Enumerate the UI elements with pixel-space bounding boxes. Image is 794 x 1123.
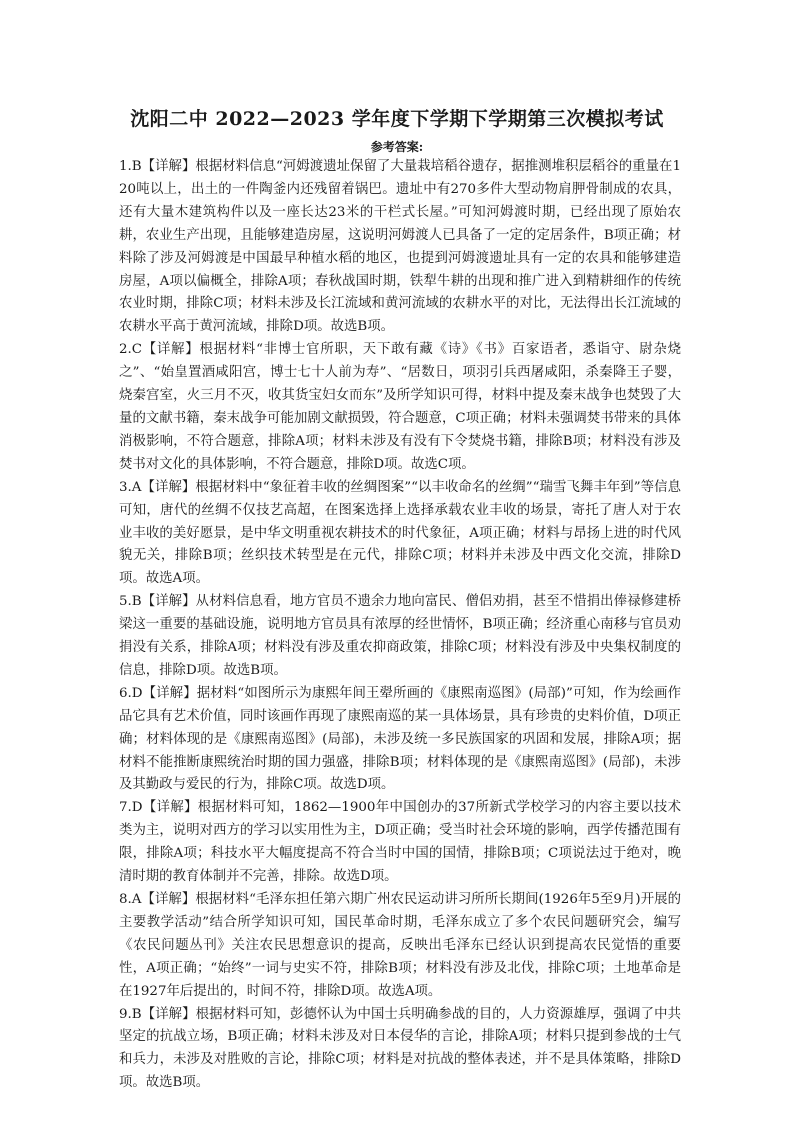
detail-tag: 【详解】 bbox=[141, 159, 196, 174]
explanation-text: 根据材料可知，1862—1900年中国创办的37所新式学校学习的内容主要以技术类为主，说明对西方的学习以实用性为主，D项正确；受当时社会环境的影响，西学传播范围有限，排除A项；科技水平大幅度提高不符合当时中国的国情，排除B项；C项说法过于绝对，晚清时期的教育体制并不完善，排除。故选D项。 bbox=[119, 800, 682, 885]
detail-tag: 【详解】 bbox=[141, 479, 196, 495]
question-number: 7. bbox=[119, 800, 132, 816]
answer-choice: B bbox=[131, 1006, 142, 1022]
answer-choice: D bbox=[131, 800, 143, 816]
answer-item bbox=[119, 156, 681, 339]
answer-choice: A bbox=[131, 479, 142, 495]
explanation-text: 根据材料信息“河姆渡遗址保留了大量栽培稻谷遗存，据推测堆积层稻谷的重量在120吨以上，出土的一件陶釜内还残留着锅巴。遗址中有270多件大型动物肩胛骨制成的农具，还有大量木建筑构件以及一座长达23米的干栏式长屋。”可知河姆渡时期，已经出现了原始农耕，农业生产出现，且能够建造房屋，这说明河姆渡人已具备了一定的定居条件，B项正确；材料除了涉及河姆渡是中国最早种植水稻的地区，也提到河姆渡遗址具有一定的农具和能够建造房屋，A项以偏概全，排除A项；春秋战国时期，铁犁牛耕的出现和推广进入到精耕细作的传统农业时期，排除C项；材料未涉及长江流域和黄河流域的农耕水平的对比，无法得出长江流域的农耕水平高于黄河流域，排除D项。故选B项。 bbox=[119, 159, 681, 335]
answer-choice: C bbox=[131, 342, 143, 358]
question-number: 2. bbox=[119, 342, 132, 358]
question-number: 6. bbox=[119, 685, 132, 701]
question-number: 5. bbox=[119, 594, 132, 610]
detail-tag: 【详解】 bbox=[141, 1006, 196, 1022]
detail-tag: 【详解】 bbox=[141, 594, 196, 610]
explanation-text: 根据材料“毛泽东担任第六期广州农民运动讲习所所长期间(1926年5至9月)开展的主要教学活动”结合所学知识可知，国民革命时期，毛泽东成立了多个农民问题研究会，编写《农民问题丛刊》关注农民思想意识的提高，反映出毛泽东已经认识到提高农民觉悟的重要性，A项正确；“始终”一词与史实不符，排除B项；材料没有涉及北伐，排除C项；土地革命是在1927年后提出的，时间不符，排除D项。故选A项。 bbox=[119, 892, 681, 999]
answer-choice: B bbox=[131, 594, 142, 610]
question-number: 8. bbox=[119, 892, 132, 907]
explanation-text: 根据材料中“象征着丰收的丝绸图案”“以丰收命名的丝绸”“瑞雪飞舞丰年到”等信息可知，唐代的丝绸不仅技艺高超，在图案选择上选择承载农业丰收的场景，寄托了唐人对于农业丰收的美好愿景，是中华文明重视农耕技术的时代象征，A项正确；材料与昂扬上进的时代风貌无关，排除B项；丝织技术转型是在元代，排除C项；材料并未涉及中西文化交流，排除D项。故选A项。 bbox=[119, 479, 682, 587]
question-number: 1. bbox=[119, 159, 132, 174]
question-number: 3. bbox=[119, 479, 132, 495]
answer-choice: B bbox=[131, 159, 142, 174]
answer-item bbox=[119, 339, 681, 476]
answer-item bbox=[119, 683, 681, 798]
detail-tag: 【详解】 bbox=[142, 685, 197, 701]
answer-item bbox=[119, 889, 681, 1004]
answer-item bbox=[119, 797, 681, 889]
explanation-text: 根据材料“非博士官所职，天下敢有藏《诗》《书》百家语者，悉诣守、尉杂烧之”、“始皇置酒咸阳宫，博士七十人前为寿”、“居数日，项羽引兵西屠咸阳，杀秦降王子婴，烧秦宫室，火三月不灭，收其货宝妇女而东”及所学知识可得，材料中提及秦末战争也焚毁了大量的文献书籍，秦末战争可能加剧文献损毁，符合题意，C项正确；材料未强调焚书带来的具体消极影响，不符合题意，排除A项；材料未涉及有没有下令焚烧书籍，排除B项；材料没有涉及焚书对文化的具体影响，不符合题意，排除D项。故选C项。 bbox=[119, 342, 681, 472]
question-number: 9. bbox=[119, 1006, 132, 1022]
answer-list bbox=[119, 156, 681, 1095]
detail-tag: 【详解】 bbox=[142, 800, 198, 816]
answer-choice: A bbox=[131, 892, 142, 907]
answer-item bbox=[119, 477, 681, 592]
document-title: 沈阳二中 2022—2023 学年度下学期下学期第三次模拟考试 bbox=[130, 108, 664, 130]
answer-key-heading: 参考答案: bbox=[370, 140, 424, 154]
explanation-text: 从材料信息看，地方官员不遗余力地向富民、僧侣劝捐，甚至不惜捐出俸禄修建桥梁这一重要的基础设施，说明地方官员具有浓厚的经世情怀，B项正确；经济重心南移与官员劝捐没有关系，排除A项；材料没有涉及重农抑商政策，排除C项；材料没有涉及中央集权制度的信息，排除D项。故选B项。 bbox=[119, 594, 681, 678]
answer-choice: D bbox=[131, 685, 143, 701]
explanation-text: 根据材料可知，彭德怀认为中国士兵明确参战的目的，人力资源雄厚，强调了中共坚定的抗战立场，B项正确；材料未涉及对日本侵华的言论，排除A项；材料只提到参战的士气和兵力，未涉及对胜败的言论，排除C项；材料是对抗战的整体表述，并不是具体策略，排除D项。故选B项。 bbox=[119, 1006, 681, 1091]
detail-tag: 【详解】 bbox=[142, 342, 200, 358]
explanation-text: 据材料“如图所示为康熙年间王翚所画的《康熙南巡图》(局部)”可知，作为绘画作品它具有艺术价值，同时该画作再现了康熙南巡的某一具体场景，具有珍贵的史料价值，D项正确；材料体现的是《康熙南巡图》(局部)，未涉及统一多民族国家的巩固和发展，排除A项；据材料不能推断康熙统治时期的国力强盛，排除B项；材料体现的是《康熙南巡图》(局部)，未涉及其勤政与爱民的行为，排除C项。故选D项。 bbox=[119, 685, 681, 793]
answer-item bbox=[119, 1004, 681, 1096]
detail-tag: 【详解】 bbox=[141, 892, 196, 907]
answer-item bbox=[119, 591, 681, 683]
